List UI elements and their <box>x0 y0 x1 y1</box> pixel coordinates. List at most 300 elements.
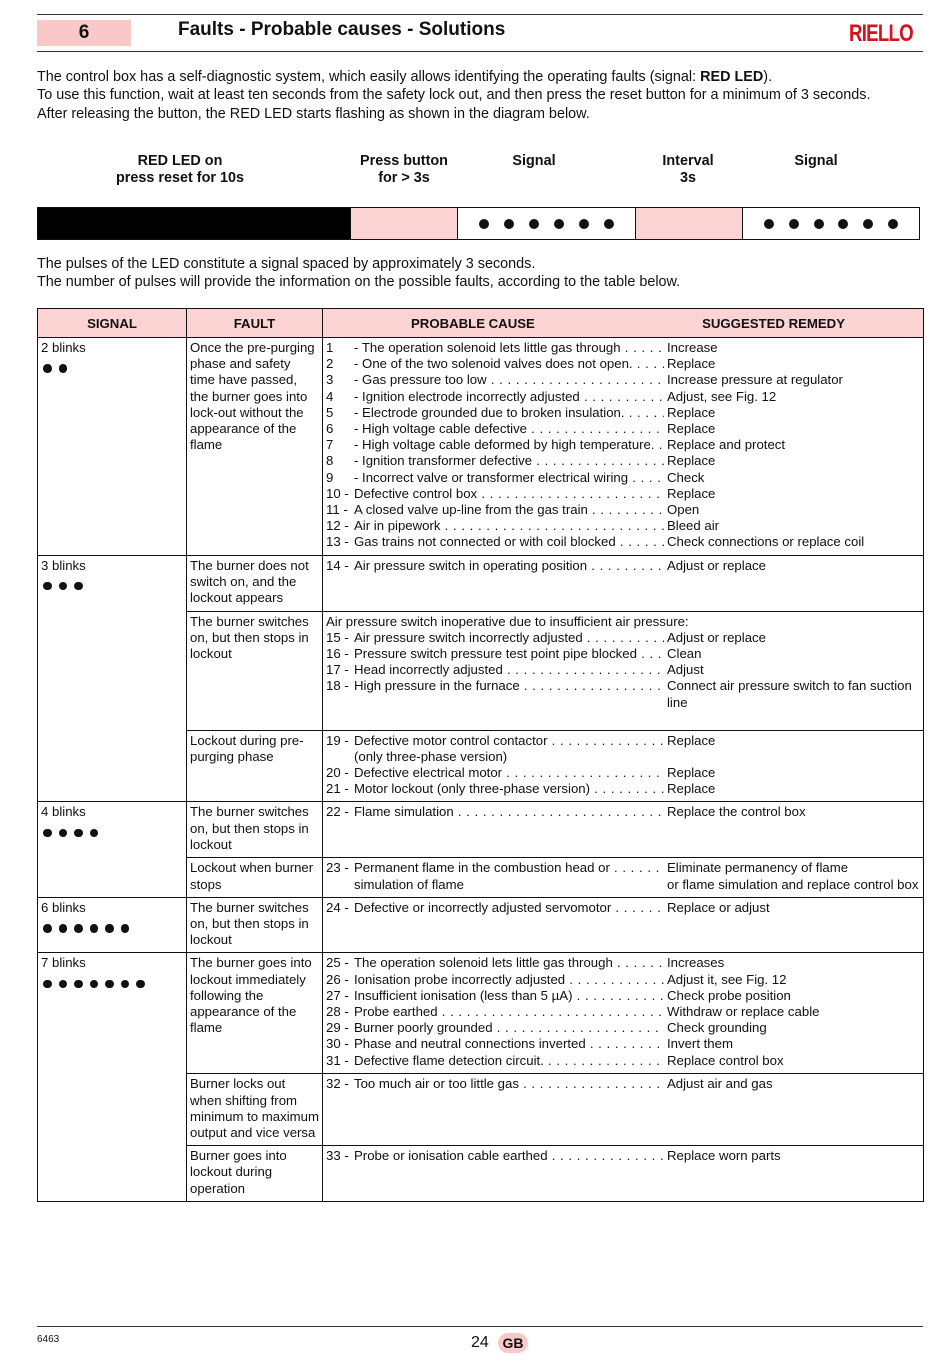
led-pulse-dot <box>604 219 614 229</box>
diagram-label-signal-a: Signal <box>512 153 556 169</box>
cause-text-wrap <box>354 646 664 662</box>
intro-line-2: To use this function, wait at least ten seconds from the safety lock out, and then press the reset button for a minimum of 3 seconds. <box>37 87 871 104</box>
cause-text: Defective or incorrectly adjusted servomotor . . . <box>354 900 664 916</box>
page-title: Faults - Probable causes - Solutions <box>178 19 506 40</box>
table-row <box>38 802 924 858</box>
cause-remedy-cell <box>323 1146 924 1202</box>
cause-text-wrap <box>354 1004 664 1020</box>
cause-number: 21 - <box>326 781 349 797</box>
blink-dot <box>43 582 52 591</box>
cause-text: Insufficient ionisation (less than 5 µA) . . . <box>354 988 664 1004</box>
intro-text <box>37 68 927 123</box>
cause-text: - High voltage cable defective . . . <box>354 421 664 437</box>
diagram-label-red-led-line2: press reset for 10s <box>116 170 244 186</box>
intro-line-1: The control box has a self-diagnostic system, which easily allows identifying the operating faults (signal: RED LED). <box>37 69 773 85</box>
signal-label: 2 blinks <box>41 340 86 355</box>
cause-number: 17 - <box>326 662 349 678</box>
remedy-text: Open <box>667 502 700 518</box>
fault-cell <box>187 858 323 897</box>
blink-dots <box>43 582 183 591</box>
led-pulse-dot <box>888 219 898 229</box>
cause-text: A closed valve up-line from the gas train . . . <box>354 502 664 518</box>
cause-item <box>326 630 920 646</box>
cause-item <box>326 453 920 469</box>
cause-text: Flame simulation . . . <box>354 804 664 820</box>
signal-cell <box>38 555 187 802</box>
cause-number: 6 <box>326 421 334 437</box>
blink-dot <box>59 364 68 373</box>
cause-item <box>326 1053 920 1069</box>
cause-item <box>326 502 920 518</box>
fault-text: Lockout when burner stops <box>190 860 314 892</box>
cause-number: 5 <box>326 404 334 420</box>
remedy-text: Eliminate permanency of flame <box>667 860 849 876</box>
remedy-text: Adjust or replace <box>667 557 766 573</box>
cause-number: 29 - <box>326 1020 349 1036</box>
cause-number: 22 - <box>326 804 349 820</box>
led-signal-strip <box>37 207 920 240</box>
fault-cell <box>187 897 323 953</box>
cause-item <box>326 972 920 988</box>
cause-number: 33 - <box>326 1148 349 1164</box>
cause-text: Probe earthed . . . <box>354 1004 664 1020</box>
table-row <box>38 555 924 611</box>
cause-number: 28 - <box>326 1004 349 1020</box>
table-row <box>38 953 924 1074</box>
cause-text: - Incorrect valve or transformer electrical wiring . . . <box>354 470 664 486</box>
led-pulse-dot <box>579 219 589 229</box>
fault-text: Burner goes into lockout during operation <box>190 1148 287 1196</box>
cause-number: 19 - <box>326 732 349 748</box>
cause-number: 8 <box>326 453 334 469</box>
blink-dot <box>43 364 52 373</box>
header-fault: FAULT <box>187 309 323 338</box>
cause-text: Pressure switch pressure test point pipe blocked . . . <box>354 646 664 662</box>
cause-text: The operation solenoid lets little gas through . . . <box>354 955 664 971</box>
signal-cell <box>38 897 187 953</box>
cause-item-continued <box>326 877 920 893</box>
footer-rule <box>37 1326 923 1327</box>
remedy-text: Replace <box>667 356 716 372</box>
blink-dot <box>105 924 114 933</box>
cause-item <box>326 900 920 916</box>
remedy-text: Adjust it, see Fig. 12 <box>667 971 787 987</box>
cause-item <box>326 534 920 550</box>
header-signal: SIGNAL <box>38 309 187 338</box>
cause-number: 27 - <box>326 987 349 1003</box>
cause-remedy-cell <box>323 802 924 858</box>
cause-text: Motor lockout (only three-phase version) . . . <box>354 781 664 797</box>
fault-cell <box>187 555 323 611</box>
signal-cell <box>38 802 187 897</box>
cause-text-wrap <box>354 453 664 469</box>
cause-text-wrap <box>354 733 664 749</box>
cause-text: Burner poorly grounded . . . <box>354 1020 664 1036</box>
fault-cell <box>187 802 323 858</box>
cause-text-wrap <box>354 356 664 372</box>
header-rule-top <box>37 14 923 15</box>
blink-dot <box>74 980 83 989</box>
cause-item <box>326 356 920 372</box>
cause-text: Air pressure switch incorrectly adjusted . . . <box>354 630 664 646</box>
cause-remedy-cell <box>323 858 924 897</box>
diagram-label-signal-b: Signal <box>794 153 838 169</box>
cause-item <box>326 1036 920 1052</box>
cause-text-wrap <box>354 340 664 356</box>
cause-number: 18 - <box>326 678 349 694</box>
led-pulse-dot <box>789 219 799 229</box>
remedy-text: Invert them <box>667 1036 733 1052</box>
led-pulse-dot <box>554 219 564 229</box>
cause-text: Defective control box . . . <box>354 486 664 502</box>
fault-text: Once the pre-purging phase and safety time have passed, the burner goes into lock-out without the appearance of the flame <box>190 340 315 453</box>
cause-item-continued <box>326 749 920 765</box>
cause-text: Probe or ionisation cable earthed . . . <box>354 1148 664 1164</box>
fault-cell <box>187 338 323 556</box>
blink-dot <box>74 829 83 838</box>
cause-number: 24 - <box>326 899 349 915</box>
signal-label: 3 blinks <box>41 557 86 573</box>
table-row <box>38 897 924 953</box>
remedy-text-continued <box>664 749 920 765</box>
fault-text: The burner switches on, but then stops in lockout <box>190 899 309 948</box>
led-on-segment <box>38 208 351 239</box>
diagram-label-interval-line1: Interval <box>662 153 714 169</box>
blink-dots <box>43 829 183 838</box>
cause-number: 1 <box>326 340 334 355</box>
remedy-text: Replace <box>667 765 716 781</box>
cause-item <box>326 389 920 405</box>
cause-remedy-cell <box>323 953 924 1074</box>
cause-text-wrap <box>354 955 664 971</box>
cause-number: 30 - <box>326 1036 349 1052</box>
cause-item <box>326 372 920 388</box>
cause-text-wrap <box>354 1053 664 1069</box>
cause-text: Defective motor control contactor . . . <box>354 733 664 749</box>
cause-text-wrap <box>354 372 664 388</box>
cause-text-wrap <box>354 486 664 502</box>
blink-dot <box>121 980 130 989</box>
header-remedy: SUGGESTED REMEDY <box>702 315 845 331</box>
header-rule-bottom <box>37 51 923 52</box>
led-pulse-dot <box>504 219 514 229</box>
cause-text-wrap <box>354 470 664 486</box>
fault-cell <box>187 953 323 1074</box>
cause-number: 2 <box>326 356 334 372</box>
fault-text: Burner locks out when shifting from minimum to maximum output and vice versa <box>190 1076 319 1141</box>
cause-text: Air in pipework . . . <box>354 518 664 534</box>
diagram-label-interval <box>638 153 738 187</box>
cause-number-spacer <box>326 749 354 765</box>
cause-number: 26 - <box>326 971 349 987</box>
fault-cell <box>187 730 323 802</box>
cause-remedy-cell <box>323 897 924 953</box>
cause-text-wrap <box>354 900 664 916</box>
cause-number: 32 - <box>326 1076 349 1092</box>
diagram-label-press-line1: Press button <box>360 153 448 169</box>
blink-dots <box>43 924 183 933</box>
cause-number: 13 - <box>326 534 349 550</box>
cause-text-wrap <box>354 405 664 421</box>
remedy-text: Replace <box>667 732 716 748</box>
remedy-text: Adjust air and gas <box>667 1076 773 1092</box>
cause-text-wrap <box>354 662 664 678</box>
intro-line-3: After releasing the button, the RED LED starts flashing as shown in the diagram below. <box>37 105 590 122</box>
cause-remedy-cell <box>323 1074 924 1146</box>
cause-number: 31 - <box>326 1052 349 1068</box>
cause-number: 7 <box>326 437 334 453</box>
cause-text-wrap <box>354 877 664 893</box>
diagram-label-red-led <box>80 153 280 187</box>
cause-text-wrap <box>354 389 664 405</box>
remedy-text: Bleed air <box>667 518 720 534</box>
signal-label: 6 blinks <box>41 899 86 915</box>
diagram-label-press <box>344 153 464 187</box>
cause-number: 10 - <box>326 485 349 501</box>
cause-item <box>326 988 920 1004</box>
remedy-text: Replace the control box <box>667 804 806 820</box>
remedy-text: Replace <box>667 421 716 437</box>
interval-segment <box>636 208 743 239</box>
blink-dot <box>59 829 68 838</box>
blink-dot <box>90 829 99 838</box>
remedy-text: Check <box>667 469 705 485</box>
signal-cell <box>38 338 187 556</box>
cause-remedy-cell <box>323 730 924 802</box>
cause-item <box>326 1020 920 1036</box>
blink-dots <box>43 364 183 373</box>
remedy-text: Adjust, see Fig. 12 <box>667 388 777 404</box>
cause-text: Head incorrectly adjusted . . . <box>354 662 664 678</box>
cause-number: 4 <box>326 388 334 404</box>
header-cause-remedy <box>323 309 924 338</box>
blink-dot <box>59 980 68 989</box>
cause-number: 11 - <box>326 502 348 518</box>
cause-number: 12 - <box>326 518 349 534</box>
cause-text-wrap <box>354 804 664 820</box>
header-cause: PROBABLE CAUSE <box>411 315 535 331</box>
cause-text-wrap <box>354 558 664 574</box>
cause-item <box>326 486 920 502</box>
fault-cell <box>187 611 323 730</box>
cause-remedy-cell <box>323 338 924 556</box>
pulse-line-1: The pulses of the LED constitute a signal spaced by approximately 3 seconds. <box>37 256 536 272</box>
blink-dot <box>90 924 99 933</box>
cause-text-continued: simulation of flame <box>354 876 464 892</box>
cause-item <box>326 955 920 971</box>
signal-segment-b <box>743 208 919 239</box>
blink-dot <box>43 829 52 838</box>
blink-dot <box>59 924 68 933</box>
cause-number: 16 - <box>326 646 349 662</box>
cause-text-wrap <box>354 437 664 453</box>
blink-dots <box>43 980 183 989</box>
signal-cell <box>38 953 187 1201</box>
cause-item <box>326 1148 920 1164</box>
led-pulse-dot <box>764 219 774 229</box>
cause-text-continued: (only three-phase version) <box>354 748 508 764</box>
led-pulse-dot <box>814 219 824 229</box>
cause-number: 15 - <box>326 629 349 645</box>
cause-text: Permanent flame in the combustion head or . . . <box>354 860 664 876</box>
remedy-text: Adjust or replace <box>667 629 766 645</box>
remedy-text: Replace <box>667 485 716 501</box>
remedy-text: Increases <box>667 955 725 971</box>
fault-text: The burner goes into lockout immediately following the appearance of the flame <box>190 955 312 1036</box>
remedy-text: Withdraw or replace cable <box>667 1004 820 1020</box>
table-row <box>38 338 924 556</box>
remedy-text: Replace <box>667 404 716 420</box>
cause-text-wrap <box>354 860 664 876</box>
diagram-label-interval-line2: 3s <box>679 170 696 186</box>
cause-text-wrap <box>354 421 664 437</box>
pulse-line-2: The number of pulses will provide the information on the possible faults, according to the table below. <box>37 274 681 291</box>
remedy-text: Replace worn parts <box>667 1148 781 1164</box>
remedy-text: Connect air pressure switch to fan suction line <box>667 678 912 710</box>
cause-text: High pressure in the furnace . . . <box>354 678 664 710</box>
cause-text: Too much air or too little gas . . . <box>354 1076 664 1092</box>
language-badge: GB <box>498 1333 528 1353</box>
cause-number: 20 - <box>326 765 349 781</box>
cause-text: - The operation solenoid lets little gas through . . . <box>354 340 664 356</box>
remedy-text: Increase <box>667 340 718 355</box>
led-pulse-dot <box>529 219 539 229</box>
remedy-text: Check grounding <box>667 1020 767 1036</box>
cause-item <box>326 804 920 820</box>
cause-text-wrap <box>354 749 664 765</box>
cause-text-wrap <box>354 1076 664 1092</box>
blink-dot <box>43 980 52 989</box>
diagram-label-red-led-line1: RED LED on <box>137 153 223 169</box>
blink-dot <box>136 980 145 989</box>
cause-text-wrap <box>354 765 664 781</box>
cause-item <box>326 405 920 421</box>
cause-number: 3 <box>326 372 334 388</box>
remedy-text: Replace <box>667 781 716 797</box>
cause-item <box>326 662 920 678</box>
cause-item <box>326 646 920 662</box>
cause-text: - Gas pressure too low . . . <box>354 372 664 388</box>
cause-item <box>326 781 920 797</box>
cause-text-wrap <box>354 534 664 550</box>
remedy-text: Check probe position <box>667 987 791 1003</box>
cause-item <box>326 437 920 453</box>
cause-text-wrap <box>354 781 664 797</box>
cause-number: 23 - <box>326 860 349 876</box>
cause-text: Defective flame detection circuit. . . . <box>354 1053 664 1069</box>
cause-item <box>326 421 920 437</box>
cause-text-wrap <box>354 630 664 646</box>
led-pulse-dot <box>838 219 848 229</box>
cause-number: 9 <box>326 469 334 485</box>
cause-text: Air pressure switch in operating position . . . <box>354 558 664 574</box>
cause-text-wrap <box>354 518 664 534</box>
remedy-text: Replace or adjust <box>667 899 770 915</box>
cause-text: - One of the two solenoid valves does not open. . . . <box>354 356 664 372</box>
fault-text: Lockout during pre-purging phase <box>190 732 304 764</box>
brand-logo: RIELLO <box>849 20 913 47</box>
pulse-explanation <box>37 255 680 292</box>
cause-text: - Electrode grounded due to broken insulation. . . . <box>354 405 664 421</box>
cause-text: - Ignition electrode incorrectly adjusted . . . <box>354 389 664 405</box>
blink-dot <box>74 582 83 591</box>
cause-text: Defective electrical motor . . . <box>354 765 664 781</box>
remedy-text: Replace and protect <box>667 437 786 453</box>
cause-text: Gas trains not connected or with coil blocked . . . <box>354 534 664 550</box>
press-button-segment <box>351 208 458 239</box>
cause-item <box>326 733 920 749</box>
remedy-text: Replace <box>667 453 716 469</box>
cause-item <box>326 518 920 534</box>
cause-item <box>326 765 920 781</box>
cause-item <box>326 1004 920 1020</box>
cause-item <box>326 340 920 356</box>
remedy-text: Increase pressure at regulator <box>667 372 843 388</box>
table-header-row <box>38 309 924 338</box>
cause-item <box>326 860 920 876</box>
fault-cell <box>187 1074 323 1146</box>
cause-text-wrap <box>354 1036 664 1052</box>
diagram-label-press-line2: for > 3s <box>378 170 430 186</box>
led-pulse-dot <box>863 219 873 229</box>
cause-number-spacer <box>326 877 354 893</box>
remedy-text: Check connections or replace coil <box>667 534 865 550</box>
fault-text: The burner switches on, but then stops in lockout <box>190 613 309 662</box>
remedy-text: Adjust <box>667 662 704 678</box>
cause-text-wrap <box>354 1148 664 1164</box>
faults-table <box>37 308 924 1202</box>
fault-text: The burner switches on, but then stops in lockout <box>190 804 309 852</box>
cause-note: Air pressure switch inoperative due to insufficient air pressure: <box>326 613 689 629</box>
blink-dot <box>43 924 52 933</box>
cause-remedy-cell <box>323 555 924 611</box>
signal-label: 7 blinks <box>41 955 86 971</box>
cause-text-wrap <box>354 678 664 710</box>
cause-text: - Ignition transformer defective . . . <box>354 453 664 469</box>
remedy-text-continued: or flame simulation and replace control box <box>667 876 919 892</box>
fault-text: The burner does not switch on, and the lockout appears <box>190 557 309 606</box>
cause-item <box>326 1076 920 1092</box>
cause-item <box>326 470 920 486</box>
section-number: 6 <box>37 20 131 46</box>
blink-dot <box>105 980 114 989</box>
cause-number: 25 - <box>326 955 349 971</box>
page-number: 24 <box>471 1334 489 1351</box>
blink-dot <box>74 924 83 933</box>
signal-segment-a <box>458 208 636 239</box>
blink-dot <box>90 980 99 989</box>
remedy-text: Clean <box>667 646 702 662</box>
led-pulse-dot <box>479 219 489 229</box>
cause-text: Ionisation probe incorrectly adjusted . . . <box>354 972 664 988</box>
cause-text-wrap <box>354 1020 664 1036</box>
blink-dot <box>59 582 68 591</box>
cause-text-wrap <box>354 988 664 1004</box>
cause-number: 14 - <box>326 557 349 573</box>
footer-code: 6463 <box>37 1334 60 1345</box>
cause-text-wrap <box>354 502 664 518</box>
cause-text: Phase and neutral connections inverted . . . <box>354 1036 664 1052</box>
cause-text: - High voltage cable deformed by high temperature. . . . <box>354 437 664 453</box>
signal-label: 4 blinks <box>41 804 86 820</box>
cause-remedy-cell <box>323 611 924 730</box>
cause-item <box>326 558 920 574</box>
cause-item <box>326 678 920 710</box>
fault-cell <box>187 1146 323 1202</box>
blink-dot <box>121 924 130 933</box>
cause-text-wrap <box>354 972 664 988</box>
remedy-text: Replace control box <box>667 1052 784 1068</box>
